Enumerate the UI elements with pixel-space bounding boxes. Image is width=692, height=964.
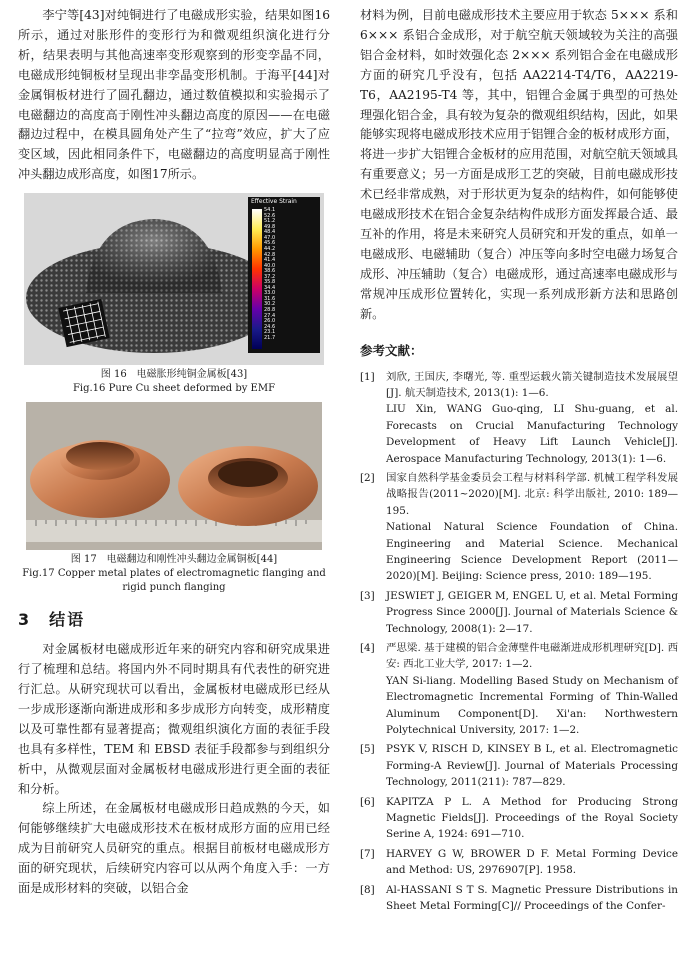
references-title: 参考文献： [360,342,423,358]
reference-item [360,794,678,843]
reference-number: [4] [360,642,375,654]
scale-value: 41.4 [264,257,276,264]
section-title-conclusion: 3 结语 [18,610,86,630]
paragraph-conclusion-2: 综上所述，在金属板材电磁成形日趋成熟的今天，如何能够继续扩大电磁成形技术在板材成形方面的应用已经成为目前研究人员研究的重点。根据目前板材电磁成形方面的研究现状，后续研究内容可以从两个角度入手：一方面是成形材料的突破，以铝合金 [18,801,330,896]
reference-number: [2] [360,471,375,484]
figure-17-caption-en-2: rigid punch flanging [122,582,226,594]
scale-value: 38.6 [264,268,276,275]
scale-gradient [252,209,262,349]
reference-body [386,588,678,637]
reference-number: [8] [360,883,375,896]
reference-list [360,369,678,915]
scale-value: 51.2 [264,218,276,225]
reference-body [386,369,678,467]
reference-text: YAN Si-liang. Modelling Based Study on Mechanism of Electromagnetic Incremental Forming of Thin-Walled Aluminum Component[D]. Xi'an: Northwestern Polytechnical University, 2017: 1—2. [386,674,678,737]
scale-value: 21.7 [264,334,276,341]
left-column [18,6,330,899]
reference-body [386,470,678,585]
scale-value: 49.8 [264,223,276,230]
reference-body [386,846,678,879]
reference-item [360,882,678,915]
scale-value: 44.2 [264,245,276,252]
reference-number: [7] [360,847,375,860]
reference-number: [5] [360,743,375,756]
scale-value: 45.6 [264,240,276,247]
figure-16 [24,193,324,365]
reference-body [386,640,678,738]
paragraph-continued: 材料为例，目前电磁成形技术主要应用于软态 5××× 系和 6××× 系铝合金成形，对于航空航天领域较为关注的高强铝合金材料，如时效强化态 2××× 系列铝合金在电磁成形方面的研究几乎没有，包括 AA2214-T4/T6，AA2219-T6，AA2195-T4 等，其中，铝锂合金属于典型的可热处理强化铝合金，具有较为复杂的微观组织结构，因此，如果能够实现将电磁成形技术应用于铝锂合金的板材成形方面，将进一步扩大铝锂合金板材的应用范围，对航空航天领域具有重要意义；另一方面是成形工艺的突破，目前电磁成形技术已经非常成熟，对于形状更为复杂的结构件，如何能够使电磁成形技术在铝合金复杂结构件成形方面发挥最合适、最互补的作用，将是未来研究人员研究和开发的重点，如单一电磁成形、电磁辅助（复合）冲压等向多时空电磁力场复合成形、冲压辅助（复合）电磁成形，通过高速率电磁成形与常规冲压成形位置转化，实现一系列成形新方法和思路创新。 [360,8,678,321]
scale-value: 47.0 [264,234,276,241]
scale-value: 30.2 [264,301,276,308]
reference-number: [3] [360,589,375,602]
scale-values [264,208,275,341]
scale-title: Effective Strain [251,198,297,206]
scale-value: 42.8 [264,251,276,258]
reference-body [386,882,678,915]
scale-value: 54.1 [264,207,276,214]
reference-text: LIU Xin, WANG Guo-qing, LI Shu-guang, et al. Forecasts on Crucial Manufacturing Technology Development of Heavy Lift Launch Vehicle[J]. Aerospace Manufacturing Technology, 2013(1): 1—6. [386,403,678,465]
reference-item [360,846,678,879]
paragraph-li-ning: 李宁等[43]对纯铜进行了电磁成形实验，结果如图16所示，通过对胀形件的变形行为和微观组织演化进行分析，结果表明与其他高速率变形观察到的形变孪晶不同，电磁成形纯铜板材呈现出非孪晶变形机制。于海平[44]对金属铜板材进行了圆孔翻边，通过数值模拟和实验揭示了电磁翻边的高度高于刚性冲头翻边高度的原因——在电磁翻边过程中，在模具圆角处产生了“拉弯”效应，扩大了应变区域，因此相同条件下，电磁翻边的高度明显高于刚性冲头翻边成形高度，如图17所示。 [18,8,330,182]
reference-item [360,741,678,790]
scale-value: 24.6 [264,323,276,330]
scale-value: 26.0 [264,318,276,325]
figure-16-caption-en: Fig.16 Pure Cu sheet deformed by EMF [72,383,276,395]
scale-value: 28.8 [264,307,276,313]
reference-number: [6] [360,795,375,808]
reference-number: [1] [360,370,375,383]
scale-value: 23.1 [264,329,276,336]
figure-16-caption-cn: 图 16 电磁胀形纯铜金属板[43] [100,369,248,381]
right-column [360,6,678,918]
figure-17 [26,402,322,550]
reference-body [386,741,678,790]
scale-value: 35.8 [264,279,276,286]
figure-16-caption [18,368,330,396]
reference-item [360,369,678,467]
reference-item [360,640,678,738]
scale-value: 31.6 [264,295,276,302]
strain-color-scale [248,197,320,353]
reference-item [360,588,678,637]
scale-value: 52.6 [264,212,276,219]
scale-value: 33.0 [264,290,276,297]
scale-value: 34.4 [264,284,276,291]
reference-text: 严思梁. 基于建模的铝合金薄壁件电磁渐进成形机理研究[D]. 西安: 西北工业大学, 2017: 1—2. [386,642,678,671]
reference-item [360,470,678,585]
reference-body [386,794,678,843]
reference-text: PSYK V, RISCH D, KINSEY B L, et al. Electromagnetic Forming-A Review[J]. Journal of Materials Processing Technology, 2011(211): 787—829. [386,743,678,789]
scale-value: 48.4 [264,229,276,236]
reference-text: 国家自然科学基金委员会工程与材料科学部. 机械工程学科发展战略报告(2011~2020)[M]. 北京: 科学出版社, 2010: 189—195. [386,471,678,517]
scale-value: 27.4 [264,312,276,319]
reference-text: National Natural Science Foundation of China. Engineering and Material Science. Mechanical Engineering Science Development Report (2011—2020)[M]. Beijing: Science press, 2010: 189—195. [386,521,678,583]
scale-value: 40.0 [264,262,276,269]
figure-17-caption-cn: 图 17 电磁翻边和刚性冲头翻边金属铜板[44] [70,554,278,566]
reference-text: HARVEY G W, BROWER D F. Metal Forming Device and Method: US, 2976907[P]. 1958. [386,847,678,877]
figure-17-caption-en-1: Fig.17 Copper metal plates of electromagnetic flanging and [22,568,326,580]
paragraph-conclusion-1: 对金属板材电磁成形近年来的研究内容和研究成果进行了梳理和总结。将国内外不同时期具有代表性的研究进行汇总。从研究现状可以看出，金属板材电磁成形已经从一步成形逐渐向渐进成形和多步成形方向转变，成形精度以及可靠性都有显著提高；微观组织演化方面的表征手段也具有多样性，TEM 和 EBSD 表征手段都参与到组织分析中，从微观层面对金属板材电磁成形进行更全面的表征和分析。 [18,642,330,796]
reference-text: 刘欣, 王国庆, 李曙光, 等. 重型运载火箭关键制造技术发展展望[J]. 航天制造技术, 2013(1): 1—6. [386,370,678,399]
reference-text: KAPITZA P L. A Method for Producing Strong Magnetic Fields[J]. Proceedings of the Royal Society Serine A, 1924: 691—710. [386,795,678,841]
figure-17-image [26,402,322,550]
figure-17-caption [18,553,330,595]
scale-value: 37.2 [264,273,276,280]
reference-text: Al-HASSANI S T S. Magnetic Pressure Distributions in Sheet Metal Forming[C]// Proceedings of the Confer- [386,883,678,913]
reference-text: JESWIET J, GEIGER M, ENGEL U, et al. Metal Forming Progress Since 2000[J]. Journal of Materials Science & Technology, 2008(1): 2—17. [386,589,678,635]
